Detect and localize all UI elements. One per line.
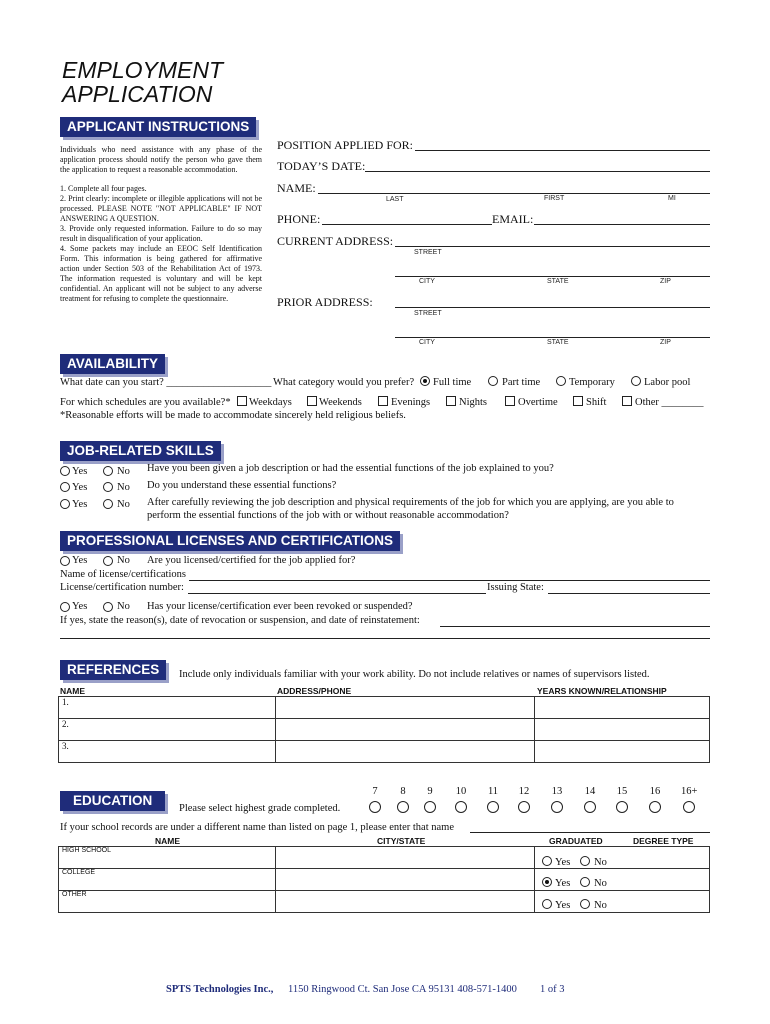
schedule-evenings-checkbox[interactable] bbox=[378, 396, 388, 406]
education-city-cell[interactable] bbox=[276, 847, 535, 869]
license-q1-yes-label: Yes bbox=[72, 555, 88, 566]
name-label: NAME: bbox=[277, 181, 316, 195]
license-q2-no-label: No bbox=[117, 601, 130, 612]
schedule-shift-label: Shift bbox=[586, 397, 607, 408]
schedule-weekdays-checkbox[interactable] bbox=[237, 396, 247, 406]
prior-city-caption: CITY bbox=[419, 339, 435, 346]
instructions-list bbox=[60, 184, 262, 304]
reference-years-cell[interactable] bbox=[535, 741, 710, 763]
email-label: EMAIL: bbox=[492, 212, 534, 226]
schedule-shift-checkbox[interactable] bbox=[573, 396, 583, 406]
education-col-graduated: GRADUATED bbox=[549, 836, 603, 846]
grade-label: 11 bbox=[487, 786, 499, 797]
phone-label: PHONE: bbox=[277, 212, 321, 226]
issuing-state-field[interactable] bbox=[548, 593, 710, 594]
current-city-caption: CITY bbox=[419, 278, 435, 285]
table-row bbox=[59, 891, 710, 913]
instruction-item: 2. Print clearly: incomplete or illegible applications will not be processed. PLEASE NOTE "NOT APPLICABLE" IF NOT ANSWERING A QUESTION. bbox=[60, 194, 262, 223]
other-graduated-yes-label: Yes bbox=[555, 900, 571, 911]
grade-radio[interactable] bbox=[616, 801, 628, 813]
other-graduated-no-label: No bbox=[594, 900, 607, 911]
reference-years-cell[interactable] bbox=[535, 719, 710, 741]
license-q2-yes-radio[interactable] bbox=[60, 602, 70, 612]
section-header-skills: JOB-RELATED SKILLS bbox=[60, 441, 221, 461]
license-name-field[interactable] bbox=[189, 580, 710, 581]
footer-company: SPTS Technologies Inc., bbox=[166, 984, 274, 995]
grade-label: 16+ bbox=[681, 786, 698, 797]
education-city-cell[interactable] bbox=[276, 869, 535, 891]
position-label: POSITION APPLIED FOR: bbox=[277, 138, 414, 152]
skill-q1-yes-label: Yes bbox=[72, 466, 88, 477]
skill-q2-no-label: No bbox=[117, 482, 130, 493]
skill-q1-no-radio[interactable] bbox=[103, 466, 113, 476]
license-number-field[interactable] bbox=[188, 593, 486, 594]
license-number-label: License/certification number: bbox=[60, 582, 184, 593]
prior-city-field[interactable] bbox=[395, 337, 710, 338]
skill-q2-text: Do you understand these essential functions? bbox=[147, 480, 337, 491]
name-mi-caption: MI bbox=[668, 195, 676, 202]
other-graduated-yes-radio[interactable] bbox=[542, 899, 552, 909]
category-full-time-label: Full time bbox=[433, 377, 472, 388]
name-field[interactable] bbox=[318, 193, 710, 194]
education-school-cell[interactable]: OTHER bbox=[59, 891, 276, 913]
license-q1-text: Are you licensed/certified for the job applied for? bbox=[147, 555, 356, 566]
schedule-weekends-label: Weekends bbox=[319, 397, 362, 408]
reference-address-cell[interactable] bbox=[276, 697, 535, 719]
reference-name-cell[interactable]: 3. bbox=[59, 741, 276, 763]
position-field[interactable] bbox=[415, 150, 710, 151]
category-labor-pool-label: Labor pool bbox=[644, 377, 691, 388]
education-school-cell[interactable]: HIGH SCHOOL bbox=[59, 847, 276, 869]
section-header-licenses: PROFESSIONAL LICENSES AND CERTIFICATIONS bbox=[60, 531, 400, 551]
grade-label: 10 bbox=[455, 786, 467, 797]
skill-q1-text: Have you been given a job description or had the essential functions of the job explained to you? bbox=[147, 463, 554, 474]
prior-zip-caption: ZIP bbox=[660, 339, 671, 346]
education-col-name: NAME bbox=[155, 836, 181, 846]
grade-radio[interactable] bbox=[518, 801, 530, 813]
grade-radio[interactable] bbox=[455, 801, 467, 813]
instruction-item: 3. Provide only requested information. Failure to do so may result in disqualification of your application. bbox=[60, 224, 262, 243]
email-field[interactable] bbox=[534, 224, 710, 225]
category-temporary-radio[interactable] bbox=[556, 376, 566, 386]
section-header-instructions: APPLICANT INSTRUCTIONS bbox=[60, 117, 256, 137]
reference-address-cell[interactable] bbox=[276, 741, 535, 763]
references-col-years: YEARS KNOWN/RELATIONSHIP bbox=[537, 686, 667, 696]
footer-address: 1150 Ringwood Ct. San Jose CA 95131 408-571-1400 bbox=[288, 984, 517, 995]
skill-q2-no-radio[interactable] bbox=[103, 482, 113, 492]
reference-name-cell[interactable]: 2. bbox=[59, 719, 276, 741]
hs-graduated-no-radio[interactable] bbox=[580, 856, 590, 866]
grade-label: 12 bbox=[518, 786, 530, 797]
college-graduated-yes-radio[interactable] bbox=[542, 877, 552, 887]
table-row bbox=[59, 719, 710, 741]
current-street-field[interactable] bbox=[395, 246, 710, 247]
current-state-caption: STATE bbox=[547, 278, 569, 285]
records-name-label: If your school records are under a different name than listed on page 1, please enter that name bbox=[60, 822, 454, 833]
table-row bbox=[59, 869, 710, 891]
license-q2-no-radio[interactable] bbox=[103, 602, 113, 612]
table-row bbox=[59, 847, 710, 869]
license-q2-text: Has your license/certification ever been revoked or suspended? bbox=[147, 601, 413, 612]
education-col-degree: DEGREE TYPE bbox=[633, 836, 694, 846]
footer-page-number: 1 of 3 bbox=[540, 984, 565, 995]
skill-q3-no-label: No bbox=[117, 499, 130, 510]
skill-q1-no-label: No bbox=[117, 466, 130, 477]
hs-graduated-no-label: No bbox=[594, 857, 607, 868]
category-labor-pool-radio[interactable] bbox=[631, 376, 641, 386]
grade-radio[interactable] bbox=[649, 801, 661, 813]
revocation-field-continued[interactable] bbox=[60, 638, 710, 639]
grade-label: 7 bbox=[372, 786, 378, 797]
references-col-address: ADDRESS/PHONE bbox=[277, 686, 352, 696]
grade-radio[interactable] bbox=[424, 801, 436, 813]
grade-label: 9 bbox=[427, 786, 433, 797]
grade-radio[interactable] bbox=[584, 801, 596, 813]
revocation-label: If yes, state the reason(s), date of revocation or suspension, and date of reinstatement: bbox=[60, 615, 420, 626]
date-field[interactable] bbox=[365, 171, 710, 172]
hs-graduated-yes-radio[interactable] bbox=[542, 856, 552, 866]
section-header-availability: AVAILABILITY bbox=[60, 354, 165, 374]
current-zip-caption: ZIP bbox=[660, 278, 671, 285]
education-school-cell[interactable]: COLLEGE bbox=[59, 869, 276, 891]
reference-years-cell[interactable] bbox=[535, 697, 710, 719]
prior-street-field[interactable] bbox=[395, 307, 710, 308]
phone-field[interactable] bbox=[322, 224, 492, 225]
license-q1-no-label: No bbox=[117, 555, 130, 566]
reference-name-cell[interactable]: 1. bbox=[59, 697, 276, 719]
license-q1-yes-radio[interactable] bbox=[60, 556, 70, 566]
schedule-evenings-label: Evenings bbox=[391, 397, 431, 408]
grade-label: 15 bbox=[616, 786, 628, 797]
schedule-other-checkbox[interactable] bbox=[622, 396, 632, 406]
skill-q3-yes-label: Yes bbox=[72, 499, 88, 510]
instructions-intro: Individuals who need assistance with any phase of the application process should notify the person who gave them the application to request a reasonable accommodation. bbox=[60, 145, 262, 174]
category-part-time-radio[interactable] bbox=[488, 376, 498, 386]
grade-label: 16 bbox=[649, 786, 661, 797]
current-address-label: CURRENT ADDRESS: bbox=[277, 234, 394, 248]
schedule-weekends-checkbox[interactable] bbox=[307, 396, 317, 406]
skill-q3-no-radio[interactable] bbox=[103, 499, 113, 509]
section-header-references: REFERENCES bbox=[60, 660, 166, 680]
other-graduated-no-radio[interactable] bbox=[580, 899, 590, 909]
hs-graduated-yes-label: Yes bbox=[555, 857, 571, 868]
revocation-field[interactable] bbox=[440, 626, 710, 627]
grade-radio[interactable] bbox=[551, 801, 563, 813]
prior-state-caption: STATE bbox=[547, 339, 569, 346]
education-city-cell[interactable] bbox=[276, 891, 535, 913]
skill-q3-text-line2: perform the essential functions of the job with or without reasonable accommodation? bbox=[147, 510, 509, 521]
name-first-caption: FIRST bbox=[544, 195, 565, 202]
references-note: Include only individuals familiar with your work ability. Do not include relatives or names of supervisors listed. bbox=[179, 669, 650, 680]
skill-q1-yes-radio[interactable] bbox=[60, 466, 70, 476]
college-graduated-no-radio[interactable] bbox=[580, 877, 590, 887]
grade-label: 13 bbox=[551, 786, 563, 797]
category-question: What category would you prefer? bbox=[273, 377, 415, 388]
category-full-time-radio[interactable] bbox=[420, 376, 430, 386]
religious-note: *Reasonable efforts will be made to accommodate sincerely held religious beliefs. bbox=[60, 410, 406, 421]
college-graduated-no-label: No bbox=[594, 878, 607, 889]
name-last-caption: LAST bbox=[386, 196, 404, 203]
license-name-label: Name of license/certifications bbox=[60, 569, 186, 580]
schedule-overtime-checkbox[interactable] bbox=[505, 396, 515, 406]
category-part-time-label: Part time bbox=[502, 377, 541, 388]
start-date-question: What date can you start? ____________________ bbox=[60, 377, 272, 388]
schedules-question: For which schedules are you available?* bbox=[60, 397, 231, 408]
current-city-field[interactable] bbox=[395, 276, 710, 277]
schedule-nights-label: Nights bbox=[459, 397, 488, 408]
schedule-other-label: Other ________ bbox=[635, 397, 704, 408]
form-title: EMPLOYMENT APPLICATION bbox=[62, 57, 224, 107]
grade-radio[interactable] bbox=[487, 801, 499, 813]
reference-address-cell[interactable] bbox=[276, 719, 535, 741]
references-table bbox=[58, 696, 710, 763]
date-label: TODAY’S DATE: bbox=[277, 159, 366, 173]
college-graduated-yes-label: Yes bbox=[555, 878, 571, 889]
category-temporary-label: Temporary bbox=[569, 377, 615, 388]
references-col-name: NAME bbox=[60, 686, 86, 696]
license-q1-no-radio[interactable] bbox=[103, 556, 113, 566]
skill-q3-text-line1: After carefully reviewing the job description and physical requirements of the job for which you are applying, are you able to bbox=[147, 497, 674, 508]
grade-radio[interactable] bbox=[683, 801, 695, 813]
table-row bbox=[59, 741, 710, 763]
prior-street-caption: STREET bbox=[414, 310, 442, 317]
schedule-weekdays-label: Weekdays bbox=[249, 397, 292, 408]
grade-label: 14 bbox=[584, 786, 596, 797]
education-table bbox=[58, 846, 710, 913]
instruction-item: 4. Some packets may include an EEOC Self Identification Form. This information is being gathered for affirmative action under Section 503 of the Rehabilitation Act of 1973. The information requested is voluntary and will be kept confidential. An applicant will not be subject to any adverse treatment for refusing to complete the questionnaire. bbox=[60, 244, 262, 303]
skill-q2-yes-label: Yes bbox=[72, 482, 88, 493]
records-name-field[interactable] bbox=[470, 832, 710, 833]
prior-address-label: PRIOR ADDRESS: bbox=[277, 295, 373, 309]
grade-label: 8 bbox=[400, 786, 406, 797]
issuing-state-label: Issuing State: bbox=[487, 582, 544, 593]
license-q2-yes-label: Yes bbox=[72, 601, 88, 612]
schedule-overtime-label: Overtime bbox=[518, 397, 558, 408]
skill-q3-yes-radio[interactable] bbox=[60, 499, 70, 509]
skill-q2-yes-radio[interactable] bbox=[60, 482, 70, 492]
grade-prompt: Please select highest grade completed. bbox=[179, 803, 341, 814]
section-header-education: EDUCATION bbox=[60, 791, 165, 811]
table-row bbox=[59, 697, 710, 719]
schedule-nights-checkbox[interactable] bbox=[446, 396, 456, 406]
grade-radio[interactable] bbox=[369, 801, 381, 813]
instruction-item: 1. Complete all four pages. bbox=[60, 184, 147, 193]
grade-radio[interactable] bbox=[397, 801, 409, 813]
current-street-caption: STREET bbox=[414, 249, 442, 256]
education-col-city: CITY/STATE bbox=[377, 836, 426, 846]
